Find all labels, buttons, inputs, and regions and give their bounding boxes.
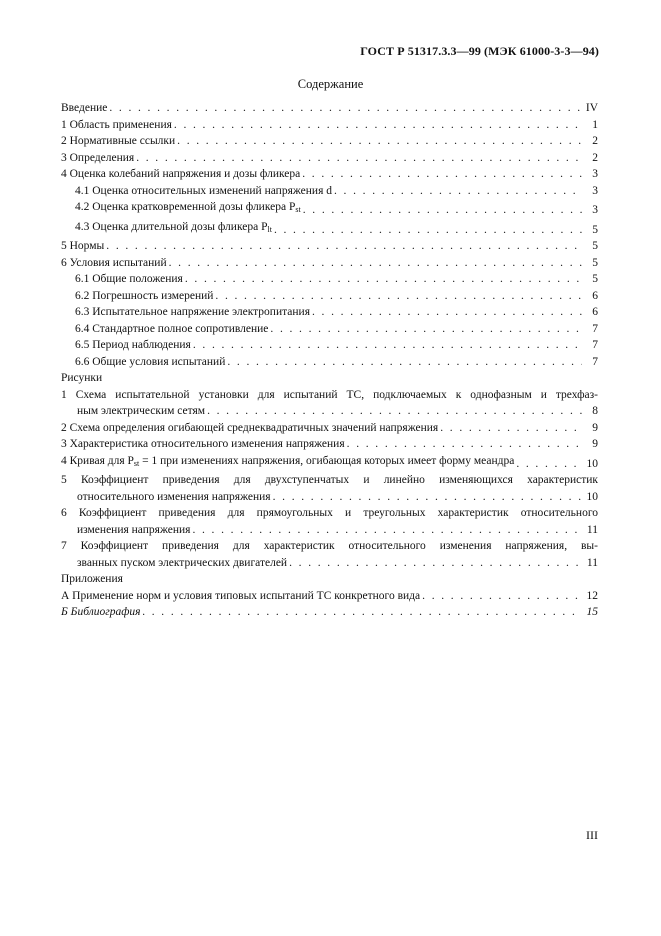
toc-entry[interactable]: 6.3 Испытательное напряжение электропитания . . . 6 <box>61 304 598 321</box>
toc-entry[interactable]: 1 Схема испытательной установки для испытаний ТС, подключаемых к однофазным и трехфаз- ным электрическим сетям . . . 8 <box>61 387 598 420</box>
page-number: IV <box>585 102 598 114</box>
toc-entry[interactable]: 2 Схема определения огибающей среднеквадратичных значений напряжения . . . 9 <box>61 420 598 437</box>
page-number: 3 <box>592 168 598 180</box>
page-number: 5 <box>592 223 598 236</box>
toc-entry[interactable]: 4.3 Оценка длительной дозы фликера $P_{lt}$ . . . 5 <box>61 219 598 239</box>
table-of-contents <box>61 100 598 621</box>
page-number: 7 <box>592 355 598 368</box>
page-number: 12 <box>586 589 598 602</box>
page-number: 6 <box>592 289 598 302</box>
toc-entry[interactable]: 3 Характеристика относительного изменения напряжения . . . 9 <box>61 436 598 453</box>
page-number: 11 <box>586 523 598 536</box>
page-number: 9 <box>592 421 598 434</box>
page-number: 7 <box>592 339 598 351</box>
toc-entry[interactable]: 5 Коэффициент приведения для двухступенчатых и линейно изменяющихся характеристик относительного изменения напряжения . . . 10 <box>61 472 598 505</box>
page-number: 11 <box>586 556 598 569</box>
toc-entry[interactable]: 4 Кривая для $P_{st} = 1$ при изменениях напряжения, огибающая которых имеет форму меандра . . . 10 <box>61 453 598 473</box>
page-number: 6 <box>592 306 598 318</box>
toc-entry[interactable]: 6.6 Общие условия испытаний . . . 7 <box>61 354 598 371</box>
toc-entry[interactable]: 6 Условия испытаний . . . 5 <box>61 255 598 272</box>
toc-title: Содержание <box>297 77 364 91</box>
toc-entry[interactable]: 6.1 Общие положения . . . 5 <box>61 271 598 288</box>
appendices-heading: Приложения <box>61 573 123 585</box>
page-number: 10 <box>586 457 598 470</box>
toc-entry[interactable]: 6.2 Погрешность измерений . . . 6 <box>61 288 598 305</box>
page-number: 2 <box>592 151 598 164</box>
toc-entry[interactable]: 4.1 Оценка относительных изменений напряжения d . . . 3 <box>61 183 598 200</box>
page-number: 2 <box>592 135 598 147</box>
page-number: 10 <box>586 490 598 503</box>
page-number: 3 <box>592 204 598 216</box>
page-number: 5 <box>592 240 598 252</box>
page-number: 8 <box>592 405 598 417</box>
toc-entry[interactable]: 1 Область применения . . . 1 <box>61 117 598 134</box>
toc-entry[interactable]: 5 Нормы . . . 5 <box>61 238 598 255</box>
toc-entry[interactable]: Введение . . . IV <box>61 100 598 117</box>
toc-entry[interactable]: 2 Нормативные ссылки . . . 2 <box>61 133 598 150</box>
figures-heading: Рисунки <box>61 372 103 384</box>
toc-entry[interactable]: А Применение норм и условия типовых испытаний ТС конкретного вида . . . 12 <box>61 588 598 605</box>
page-number: 5 <box>592 273 598 285</box>
toc-entry[interactable]: 3 Определения . . . 2 <box>61 150 598 167</box>
page-number: 7 <box>592 322 598 335</box>
toc-entry[interactable]: Б Библиография . . . 15 <box>61 604 598 621</box>
toc-entry[interactable]: 4 Оценка колебаний напряжения и дозы фликера . . . 3 <box>61 166 598 183</box>
toc-entry[interactable]: 7 Коэффициент приведения для характеристик относительного изменения напряжения, вы- званных пуском электрических двигателей . . . 11 <box>61 538 598 571</box>
page-number-footer: III <box>586 828 598 842</box>
page-number: 1 <box>592 118 598 131</box>
toc-entry[interactable]: 6.4 Стандартное полное сопротивление . . . 7 <box>61 321 598 338</box>
document-header: ГОСТ Р 51317.3.3—99 (МЭК 61000-3-3—94) <box>360 44 599 58</box>
page-number: 3 <box>592 184 598 197</box>
page-number: 9 <box>592 438 598 450</box>
toc-entry[interactable]: 4.2 Оценка кратковременной дозы фликера $P_{st}$ . . . 3 <box>61 199 598 219</box>
page-number: 5 <box>592 256 598 269</box>
toc-entry[interactable]: 6 Коэффициент приведения для прямоугольных и треугольных характеристик относительного изменения напряжения . . . 11 <box>61 505 598 538</box>
page-number: 15 <box>586 606 598 618</box>
toc-entry[interactable]: 6.5 Период наблюдения . . . 7 <box>61 337 598 354</box>
